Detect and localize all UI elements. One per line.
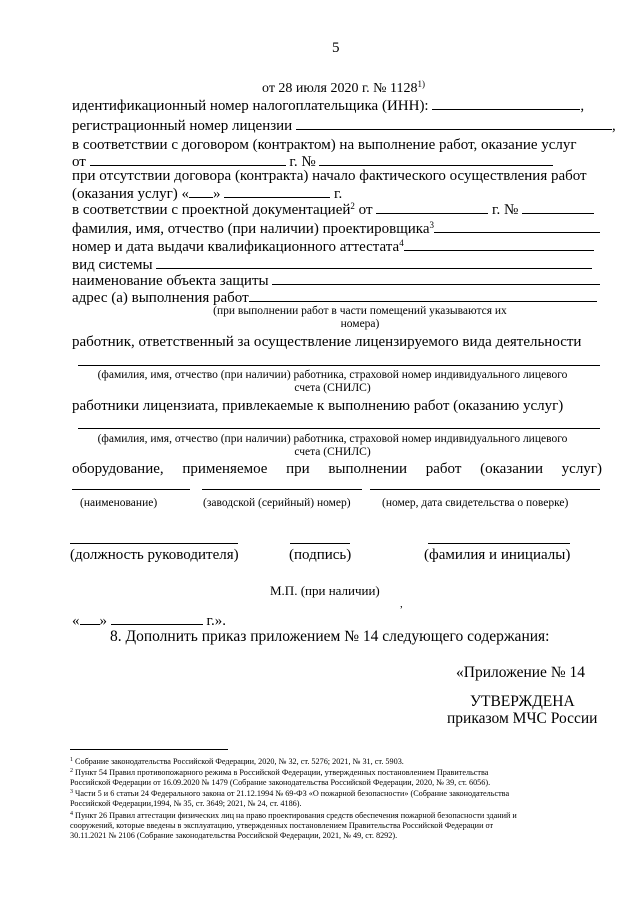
services-day-field <box>189 185 213 198</box>
footnote-ref-2: 2 <box>350 201 355 211</box>
appendix-title: «Приложение № 14 <box>456 664 585 681</box>
project-number-field <box>522 201 594 214</box>
contract-date-field <box>90 153 286 166</box>
page-number: 5 <box>332 40 340 56</box>
equipment-line: оборудование, применяемое при выполнении работ (оказании услуг) <box>72 461 602 477</box>
attestat-line: номер и дата выдачи квалификационного аттестата$^4$ <box>72 238 594 256</box>
footnote-1: $^1$ Собрание законодательства Российской Федерации, 2020, № 32, ст. 5276; 2021, № 31, ст. 5903. <box>70 757 404 766</box>
stamp-place: М.П. (при наличии) <box>270 583 380 598</box>
footnote-2: $^2$ Пункт 54 Правил противопожарного режима в Российской Федерации, утвержденных постановлением Правительства <box>70 768 489 777</box>
object-line: наименование объекта защиты <box>72 272 600 290</box>
contract-date-line: от г. № <box>72 153 553 171</box>
footnote-3-cont: Российской Федерации,1994, № 35, ст. 3649; 2021, № 24, ст. 4186). <box>70 799 302 808</box>
footnote-ref-1: 1) <box>417 79 425 89</box>
name-caption: (фамилия и инициалы) <box>424 547 571 563</box>
services-month-field <box>224 185 330 198</box>
designer-line: фамилия, имя, отчество (при наличии) проектировщика$^3$ <box>72 220 600 238</box>
date-day-field <box>80 612 100 625</box>
position-caption: (должность руководителя) <box>70 547 239 563</box>
stray-mark: , <box>400 598 403 610</box>
equipment-name-caption: (наименование) <box>80 497 158 509</box>
equipment-serial-caption: (заводской (серийный) номер) <box>203 497 351 509</box>
signature-caption: (подпись) <box>289 547 352 563</box>
date-month-field <box>111 612 203 625</box>
workers-line: работники лицензиата, привлекаемые к выполнению работ (оказанию услуг) <box>72 398 564 414</box>
item-8: 8. Дополнить приказ приложением № 14 следующего содержания: <box>110 628 550 645</box>
approved-by: приказом МЧС России <box>447 710 598 727</box>
address-note-1: (при выполнении работ в части помещений указываются их <box>213 305 507 317</box>
license-line: регистрационный номер лицензии , <box>72 118 616 134</box>
responsible-field <box>78 365 600 366</box>
footnote-ref-4: 4 <box>399 238 404 248</box>
name-sign-field <box>428 543 570 544</box>
footnote-4: $^4$ Пункт 26 Правил аттестации физических лиц на право проектирования средств обеспечения пожарной безопасности зданий и <box>70 811 517 820</box>
footnote-separator <box>70 749 228 750</box>
position-sign-field <box>70 543 238 544</box>
footnote-ref-3: 3 <box>429 220 434 230</box>
responsible-note-1: (фамилия, имя, отчество (при наличии) работника, страховой номер индивидуального лицевого <box>97 369 568 381</box>
equipment-cert-field <box>370 489 600 490</box>
inn-line: идентификационный номер налогоплательщика (ИНН): , <box>72 98 585 114</box>
attestat-field <box>404 238 594 251</box>
order-reference: от 28 июля 2020 г. № 1128$^{1)}$ <box>262 79 425 96</box>
contract-number-field <box>319 153 553 166</box>
system-line: вид системы <box>72 256 592 274</box>
contract-line: в соответствии с договором (контрактом) на выполнение работ, оказание услуг <box>72 137 577 153</box>
object-field <box>272 272 600 285</box>
project-doc-line: в соответствии с проектной документацией$^2$ от г. № <box>72 201 594 219</box>
footnote-3: $^3$ Части 5 и 6 статьи 24 Федерального закона от 21.12.1994 № 69-ФЗ «О пожарной безопасности» (Собрание законодательства <box>70 789 510 798</box>
workers-note-2: счета (СНИЛС) <box>294 446 371 458</box>
responsible-line: работник, ответственный за осуществление лицензируемого вида деятельности <box>72 334 582 350</box>
no-contract-line: при отсутствии договора (контракта) начало фактического осуществления работ <box>72 168 587 184</box>
date-line: « » г.». <box>72 613 226 629</box>
equipment-serial-field <box>202 489 362 490</box>
inn-field <box>432 97 580 110</box>
footnote-4-cont-1: сооружений, которые введены в эксплуатацию, утвержденных постановлением Правительства Российской Федерации от <box>70 821 494 830</box>
project-date-field <box>376 201 488 214</box>
address-note-2: номера) <box>340 318 380 330</box>
license-field <box>296 117 612 130</box>
services-start-line: (оказания услуг) « » г. <box>72 186 343 202</box>
approved-label: УТВЕРЖДЕНА <box>470 693 575 710</box>
signature-field <box>290 543 350 544</box>
responsible-note-2: счета (СНИЛС) <box>294 382 371 394</box>
workers-note-1: (фамилия, имя, отчество (при наличии) работника, страховой номер индивидуального лицевого <box>97 433 568 445</box>
equipment-name-field <box>72 489 190 490</box>
footnote-4-cont-2: 30.11.2021 № 2106 (Собрание законодательства Российской Федерации, 2021, № 49, ст. 8292). <box>70 831 398 840</box>
equipment-cert-caption: (номер, дата свидетельства о поверке) <box>382 497 569 509</box>
footnote-2-cont: Российской Федерации от 16.09.2020 № 1479 (Собрание законодательства Российской Федерации, 2020, № 39, ст. 6056). <box>70 778 491 787</box>
workers-field <box>78 428 600 429</box>
designer-field <box>434 220 600 233</box>
address-line: адрес (а) выполнения работ <box>72 289 597 307</box>
address-field <box>249 289 597 302</box>
system-field <box>156 256 592 269</box>
